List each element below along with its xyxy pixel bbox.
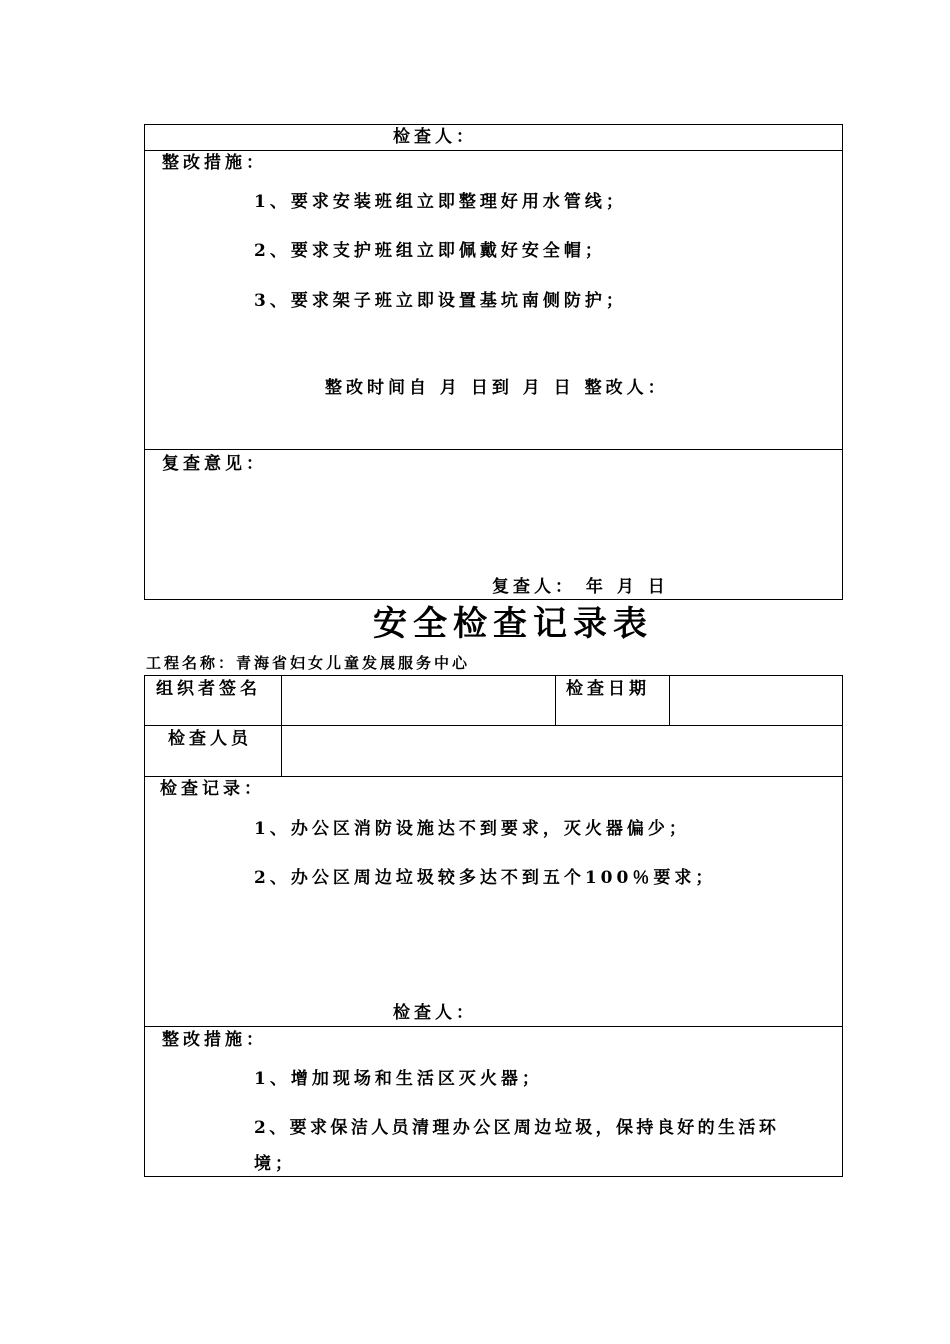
top-table-divider-1 xyxy=(144,150,843,151)
top-rectification-label: 整改措施： xyxy=(162,153,267,173)
record-label: 检查记录： xyxy=(160,779,265,799)
bottom-table-col-1 xyxy=(281,675,282,776)
record-2: 2、办公区周边垃圾较多达不到五个100％要求； xyxy=(254,868,717,888)
bottom-table-row-1 xyxy=(144,725,843,726)
project-value: 青海省妇女儿童发展服务中心 xyxy=(236,654,471,672)
check-date-label: 检查日期 xyxy=(566,679,650,699)
bottom-measure-1: 1、增加现场和生活区灭火器； xyxy=(254,1069,543,1089)
review-sign-line: 复查人： 年 月 日 xyxy=(492,577,669,597)
page-title: 安全检查记录表 xyxy=(373,604,653,644)
inspectors-label: 检查人员 xyxy=(168,729,252,749)
project-label: 工程名称： xyxy=(146,654,237,672)
bottom-measure-2-cont: 境； xyxy=(254,1154,296,1174)
top-measure-1: 1、要求安装班组立即整理好用水管线； xyxy=(254,192,627,212)
project-line xyxy=(146,652,470,674)
bottom-rectification-label: 整改措施： xyxy=(162,1030,267,1050)
rectification-time-line: 整改时间自 月 日到 月 日 整改人： xyxy=(325,378,669,398)
bottom-inspector-label: 检查人： xyxy=(393,1003,477,1023)
organizer-label: 组织者签名 xyxy=(156,679,261,699)
top-table-divider-2 xyxy=(144,449,843,450)
review-label: 复查意见： xyxy=(162,454,267,474)
bottom-table xyxy=(144,675,843,1177)
bottom-measure-2: 2、要求保洁人员清理办公区周边垃圾，保持良好的生活环 xyxy=(254,1118,780,1138)
bottom-table-col-2 xyxy=(555,675,556,725)
bottom-table-row-2 xyxy=(144,776,843,777)
bottom-table-col-3 xyxy=(669,675,670,725)
record-1: 1、办公区消防设施达不到要求，灭火器偏少； xyxy=(254,819,690,839)
top-measure-3: 3、要求架子班立即设置基坑南侧防护； xyxy=(254,291,627,311)
top-inspector-label: 检查人： xyxy=(393,127,477,147)
top-measure-2: 2、要求支护班组立即佩戴好安全帽； xyxy=(254,241,606,261)
bottom-table-row-3 xyxy=(144,1026,843,1027)
